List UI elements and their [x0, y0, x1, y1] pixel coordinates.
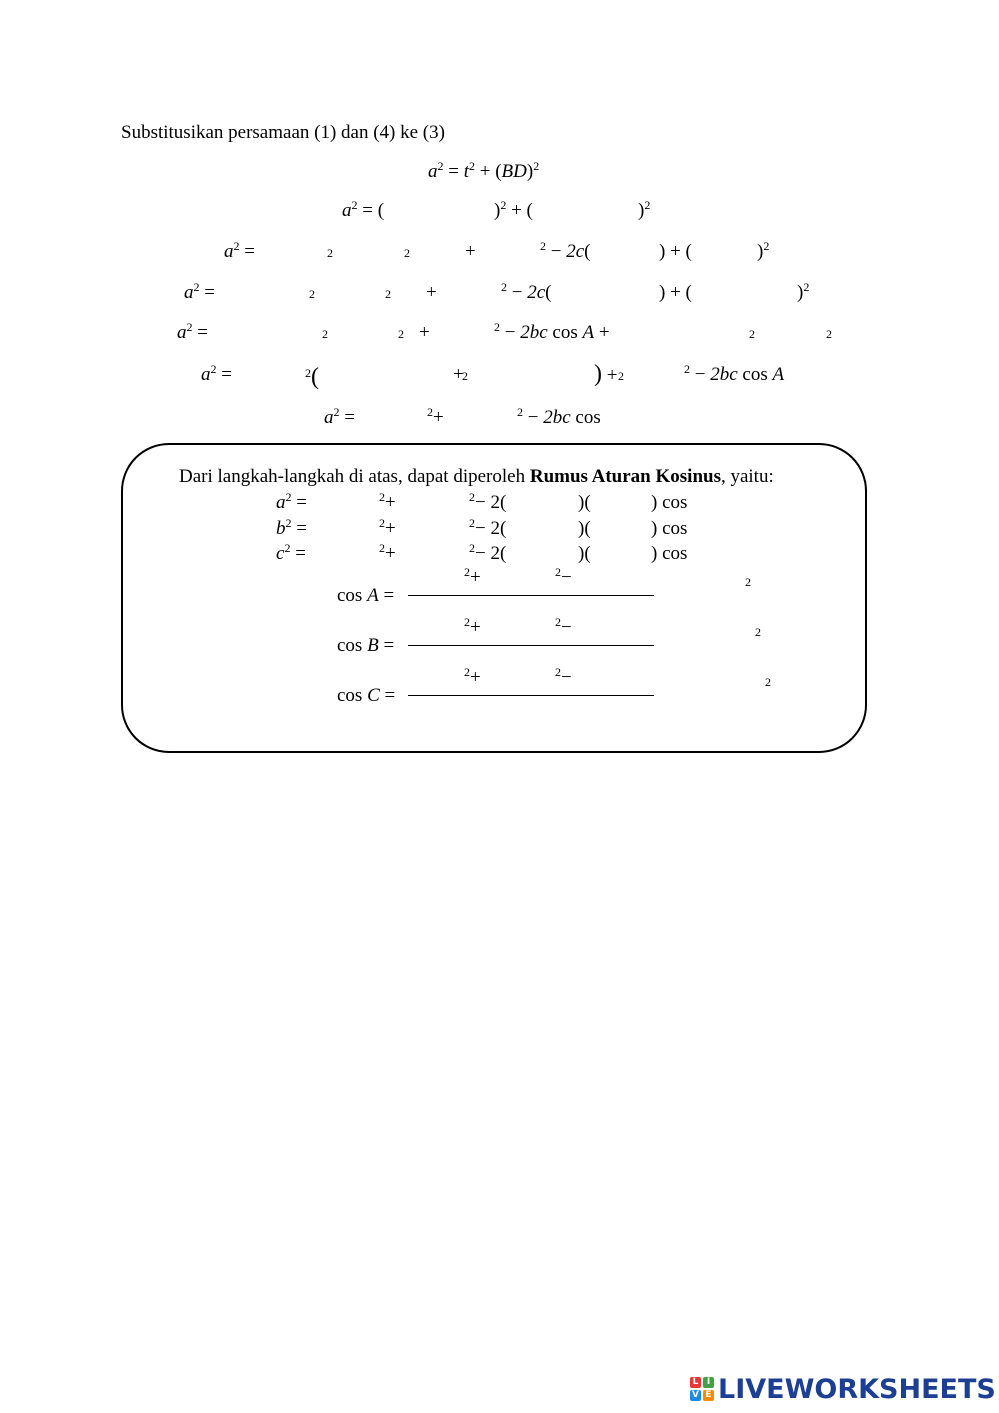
exponent: 2 — [322, 327, 328, 341]
exponent: 2 — [385, 287, 391, 301]
cos-a-numerator-2: $^2$− — [555, 565, 572, 588]
equation-line-3-tail: )$^2$ — [757, 239, 770, 262]
cosine-law-c: $c^2$ = — [276, 541, 306, 564]
equation-line-5-mid: $^2$ − 2bc cos A + — [494, 320, 610, 343]
equation-line-2-end: )$^2$ — [638, 198, 651, 221]
logo-text: LIVEWORKSHEETS — [718, 1373, 996, 1405]
plus-sign: + — [465, 241, 476, 262]
cosine-law-a-cos: ) cos — [651, 492, 688, 513]
cos-c-numerator-2: $^2$− — [555, 665, 572, 688]
cos-c-fraction-line — [408, 695, 654, 696]
cos-b-fraction-line — [408, 645, 654, 646]
logo-tile: E — [703, 1390, 714, 1401]
cos-b-numerator-2: $^2$− — [555, 615, 572, 638]
logo-tile: I — [703, 1377, 714, 1388]
equation-line-4-end: ) + ( — [659, 282, 692, 303]
equation-line-3-mid: $^2$ − 2c( — [540, 239, 591, 262]
cosine-law-c-mid2: $^2$− 2( — [469, 541, 507, 564]
exponent: 2 — [309, 287, 315, 301]
cosine-law-a-end: )( — [578, 492, 591, 513]
summary-lead: Dari langkah-langkah di atas, dapat diperoleh Rumus Aturan Kosinus, yaitu: — [179, 466, 774, 487]
equation-line-3-end: ) + ( — [659, 241, 692, 262]
intro-text: Substitusikan persamaan (1) dan (4) ke (3) — [121, 122, 445, 143]
equation-line-7-tail: $^2$ − 2bc cos — [517, 405, 601, 428]
summary-box — [121, 443, 867, 753]
cos-a-fraction-line — [408, 595, 654, 596]
plus-sign: + — [426, 282, 437, 303]
cosine-law-b-mid: $^2$+ — [379, 516, 396, 539]
equation-line-2: $a^2$ = ( — [342, 198, 385, 221]
cos-b-label: cos B = — [337, 635, 395, 656]
equation-line-6: $a^2$ = — [201, 362, 232, 385]
equation-line-7-mid: $^2$+ — [427, 405, 444, 428]
logo-tiles — [690, 1377, 714, 1401]
cos-c-label: cos C = — [337, 685, 396, 706]
logo-tile: V — [690, 1390, 701, 1401]
logo-tile: L — [690, 1377, 701, 1388]
cos-c-numerator: $^2$+ — [464, 665, 481, 688]
liveworksheets-logo — [690, 1374, 996, 1404]
equation-line-4-mid: $^2$ − 2c( — [501, 280, 552, 303]
plus-sign: + — [419, 322, 430, 343]
cosine-law-b-mid2: $^2$− 2( — [469, 516, 507, 539]
cosine-law-b-end: )( — [578, 518, 591, 539]
cosine-law-b: $b^2$ = — [276, 516, 307, 539]
exponent: 2 — [398, 327, 404, 341]
equation-line-4-tail: )$^2$ — [797, 280, 810, 303]
equation-line-7: $a^2$ = — [324, 405, 355, 428]
exponent: 2 — [462, 369, 468, 383]
equation-line-6-open: $^2$( — [305, 364, 319, 390]
cosine-law-a-mid2: $^2$− 2( — [469, 490, 507, 513]
equation-line-1: $a^2 = t^2 + (BD)^2$ — [428, 159, 540, 182]
plus-sign: + — [453, 364, 464, 385]
equation-line-3: $a^2$ = — [224, 239, 255, 262]
exponent: 2 — [404, 246, 410, 260]
exponent: 2 — [826, 327, 832, 341]
cosine-law-a-mid: $^2$+ — [379, 490, 396, 513]
cosine-law-b-cos: ) cos — [651, 518, 688, 539]
cosine-law-a: $a^2$ = — [276, 490, 307, 513]
exponent: 2 — [618, 369, 624, 383]
exponent: 2 — [327, 246, 333, 260]
exponent: 2 — [755, 625, 761, 639]
cos-a-numerator: $^2$+ — [464, 565, 481, 588]
exponent: 2 — [745, 575, 751, 589]
exponent: 2 — [765, 675, 771, 689]
cosine-law-c-cos: ) cos — [651, 543, 688, 564]
equation-line-6-close: ) + — [594, 361, 618, 387]
cos-b-numerator: $^2$+ — [464, 615, 481, 638]
exponent: 2 — [749, 327, 755, 341]
equation-line-5: $a^2$ = — [177, 320, 208, 343]
equation-line-4: $a^2$ = — [184, 280, 215, 303]
cos-a-label: cos A = — [337, 585, 395, 606]
equation-line-6-tail: $^2$ − 2bc cos A — [684, 362, 785, 385]
cosine-law-c-end: )( — [578, 543, 591, 564]
equation-line-2-mid: )$^2$ + ( — [494, 198, 533, 221]
cosine-law-c-mid: $^2$+ — [379, 541, 396, 564]
